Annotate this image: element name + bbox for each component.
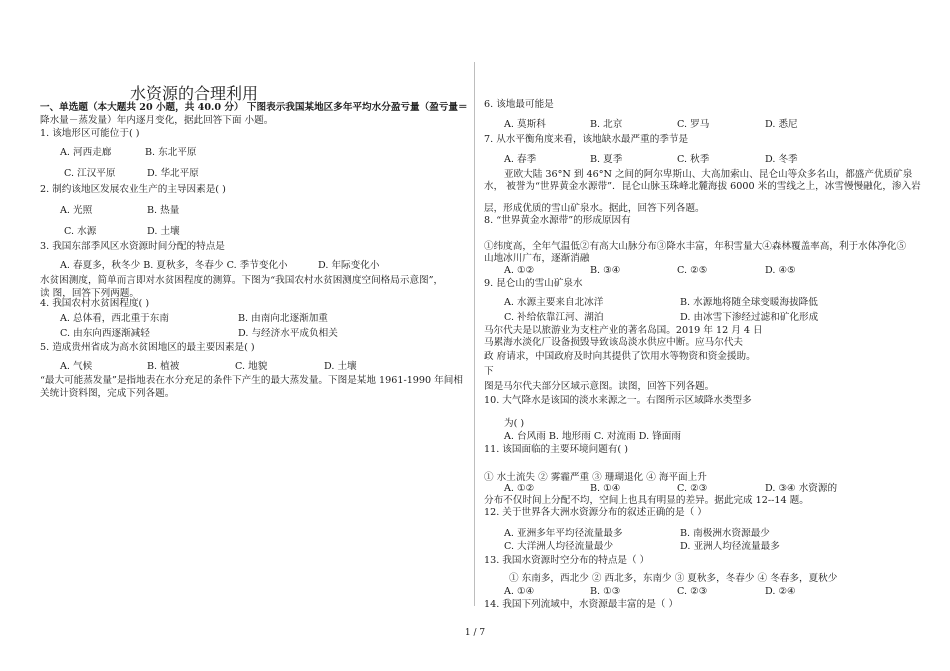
text-line: B. 北京 [590,119,623,130]
text-line: B. 植被 [147,361,180,372]
text-line: 3. 我国东部季风区水资源时间分配的特点是 [40,241,225,252]
text-line: A. 莫斯科 [504,119,546,130]
text-line: C. 补给依靠江河、湖泊 [504,312,604,323]
text-line: 13. 我国水资源时空分布的特点是（ ） [484,555,650,566]
text-line: 山地冰川广布，逐渐消融 [484,253,590,264]
text-line: A. ①④ [504,586,535,597]
text-line: 水贫困测度，简单而言即对水贫困程度的测算。下图为“我国农村水贫困测度空间格局示意图”， [40,275,444,286]
text-line: D. 悉尼 [765,119,798,130]
text-line: B. 东北平原 [145,147,197,158]
text-line: C. 大洋洲人均径流量最少 [504,541,614,552]
text-line: 8. “世界黄金水源带”的形成原因有 [484,215,631,226]
text-line: 亚欧大陆 36°N 到 46°N 之间的阿尔卑斯山、大高加索山、昆仑山等众多名山，都盛产优质矿泉 [504,169,913,180]
text-line: B. 热量 [147,205,180,216]
text-line: A. 亚洲多年平均径流量最多 [504,528,623,539]
text-line: D. 由冰雪下渗经过滤和矿化形成 [680,312,819,323]
text-line: 马尔代夫是以旅游业为支柱产业的著名岛国。2019 年 12 月 4 日 [484,325,763,336]
text-line: A. 河西走廊 [60,147,112,158]
text-line: 1. 该地形区可能位于( ) [40,128,140,139]
column-divider [474,62,475,606]
text-line: 图是马尔代夫部分区域示意图。读图，回答下列各题。 [484,381,715,392]
text-line: C. ②③ [677,586,708,597]
text-line: 分布不仅时间上分配不均，空间上也具有明显的差异。据此完成 12--14 题。 [484,495,809,506]
text-line: D. ④⑤ [765,265,796,276]
text-line: B. ①③ [590,586,621,597]
text-line: 关统计资料图，完成下列各题。 [40,388,175,399]
text-line: A. 春季 [504,154,537,165]
text-line: A. 水源主要来自北冰洋 [504,297,604,308]
text-line: D. 冬季 [765,154,798,165]
text-line: D. 亚洲人均径流量最多 [680,541,780,552]
text-line: 14. 我国下列流域中，水资源最丰富的是（ ） [484,599,679,610]
text-line: 一、单选题（本大题共 20 小题，共 40.0 分） 下图表示我国某地区多年平均水分盈亏量（盈亏量＝ [40,102,468,113]
text-line: B. 夏季 [590,154,623,165]
text-line: D. 土壤 [147,226,180,237]
text-line: C. 由东向西逐渐减轻 [60,328,150,339]
text-line: “最大可能蒸发量”是指地表在水分充足的条件下产生的最大蒸发量。下图是某地 1961-1990 年间相 [40,375,463,386]
text-line: 马累海水淡化厂设备损毁导致该岛淡水供应中断。应马尔代夫 [484,337,744,348]
text-line: A. 气候 [60,361,93,372]
text-line: D. ③④ 水资源的 [765,483,838,494]
text-line: C. 秋季 [677,154,710,165]
text-line: ① 东南多，西北少 ② 西北多，东南少 ③ 夏秋多，冬春少 ④ 冬春多，夏秋少 [509,573,838,584]
text-line: 12. 关于世界各大洲水资源分布的叙述正确的是（ ） [484,507,707,518]
text-line: 7. 从水平衡角度来看，该地缺水最严重的季节是 [484,134,689,145]
text-line: C. 江汉平原 [64,168,116,179]
text-line: A. 春夏多，秋冬少 B. 夏秋多，冬春少 C. 季节变化小 [60,260,288,271]
text-line: A. 台风雨 B. 地形雨 C. 对流雨 D. 锋面雨 [504,431,681,442]
text-line: 2. 制约该地区发展农业生产的主导因素是( ) [40,184,226,195]
text-line: 为( ) [504,418,525,429]
text-line: 水， 被誉为“世界黄金水源带”．昆仑山脉玉珠峰北麓海拔 6000 米的雪线之上，冰雪慢慢融化，渗入岩 [484,181,921,192]
text-line: 读 图，回答下列两题。 [40,288,139,299]
text-line: 层，形成优质的雪山矿泉水。据此，回答下列各题。 [484,203,705,214]
text-line: B. ①④ [590,483,621,494]
text-line: B. ③④ [590,265,621,276]
text-line: B. 南极洲水资源最少 [680,528,770,539]
text-line: 下 [484,366,494,377]
text-line: A. ①② [504,483,535,494]
text-line: B. 由南向北逐渐加重 [238,313,328,324]
text-line: D. ②④ [765,586,796,597]
text-line: A. 光照 [60,205,93,216]
text-line: ①纬度高，全年气温低②有高大山脉分布③降水丰富，年积雪量大④森林覆盖率高，利于水体净化⑤ [484,241,907,252]
text-line: 4. 我国农村水贫困程度( ) [40,298,150,309]
text-line: 政 府请求，中国政府及时向其提供了饮用水等物资和资金援助。 [484,351,756,362]
text-line: ① 水土流失 ② 雾霾严重 ③ 珊瑚退化 ④ 海平面上升 [484,472,707,483]
text-line: A. ①② [504,265,535,276]
text-line: B. 水源地将随全球变暖海拔降低 [680,297,818,308]
text-line: 10. 大气降水是该国的淡水来源之一。右图所示区域降水类型多 [484,395,752,406]
text-line: 6. 该地最可能是 [484,99,554,110]
text-line: D. 年际变化小 [318,260,380,271]
text-line: D. 华北平原 [147,168,199,179]
page-title: 水资源的合理利用 [130,84,259,103]
text-line: C. 水源 [64,226,97,237]
text-line: 9. 昆仑山的雪山矿泉水 [484,278,583,289]
page-number: 1 / 7 [464,628,486,638]
text-line: C. 地貌 [235,361,268,372]
text-line: 11. 该国面临的主要环境问题有( ) [484,444,628,455]
text-line: 降水量－蒸发量）年内逐月变化，据此回答下面 小题。 [40,115,274,126]
text-line: C. ②③ [677,483,708,494]
text-line: D. 土壤 [324,361,357,372]
text-line: C. ②⑤ [677,265,708,276]
text-line: A. 总体看，西北重于东南 [60,313,169,324]
text-line: 5. 造成贵州省成为高水贫困地区的最主要因素是( ) [40,342,255,353]
text-line: C. 罗马 [677,119,710,130]
text-line: D. 与经济水平成负相关 [238,328,338,339]
